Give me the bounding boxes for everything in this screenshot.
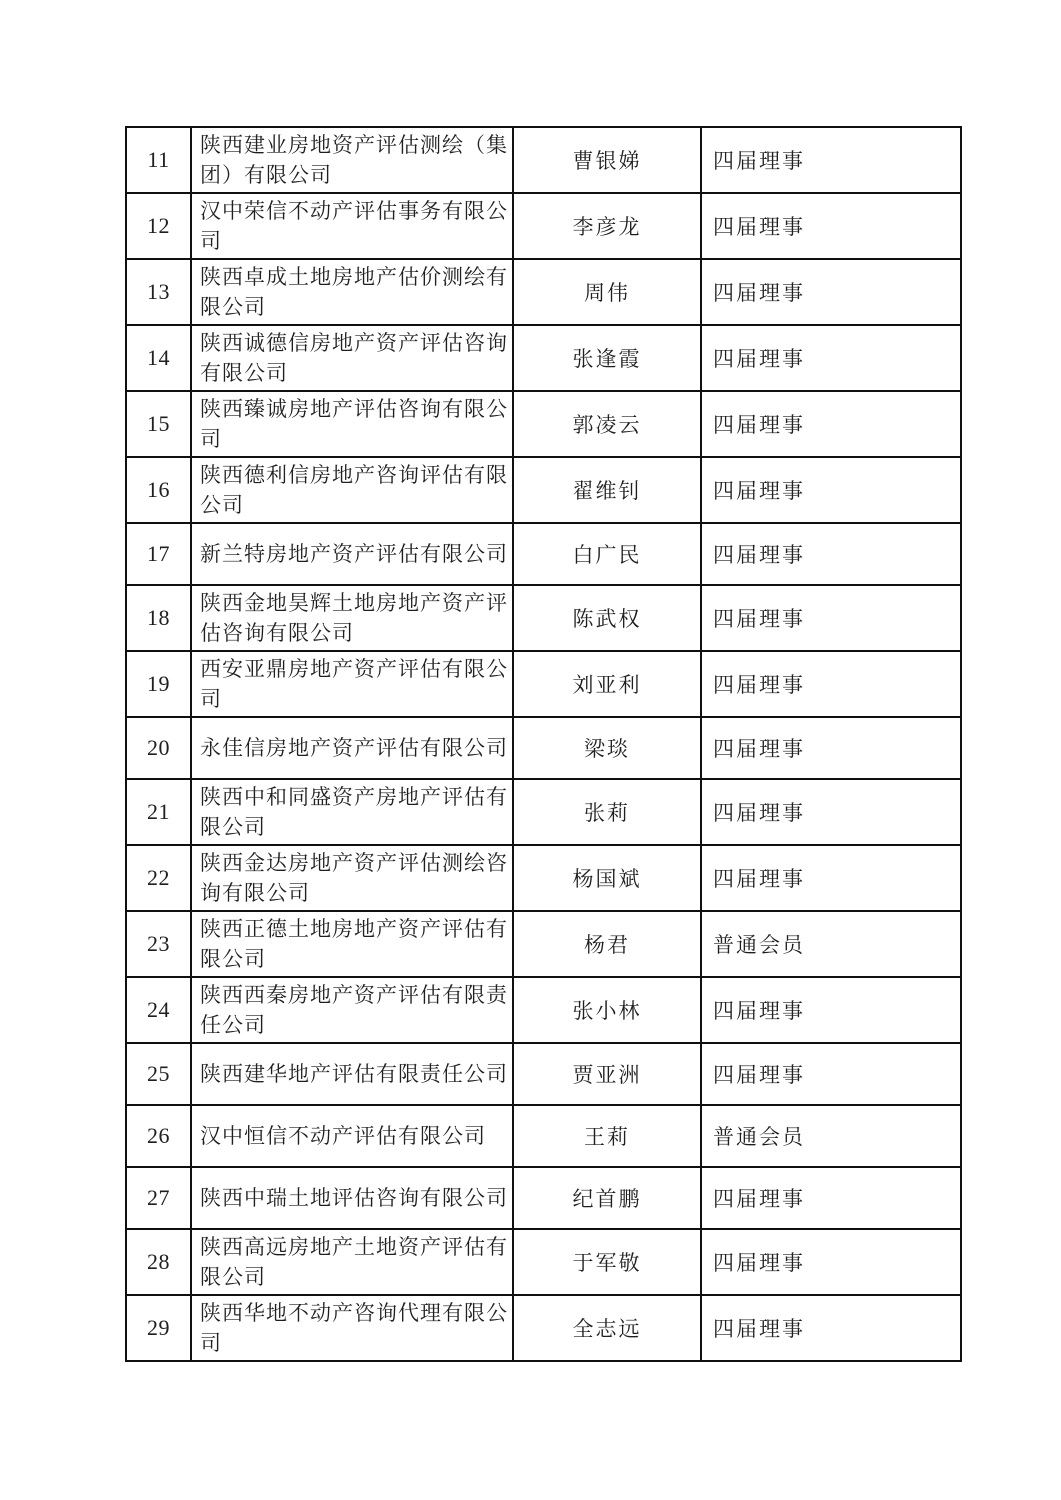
table-row [126, 457, 961, 523]
person-name-cell: 曹银娣 [513, 127, 701, 193]
row-index-cell: 11 [126, 127, 191, 193]
table-row [126, 585, 961, 651]
company-name-cell: 陕西中和同盛资产房地产评估有限公司 [191, 779, 513, 845]
company-name-cell: 陕西正德土地房地产资产评估有限公司 [191, 911, 513, 977]
company-name-cell: 新兰特房地产资产评估有限公司 [191, 523, 513, 585]
person-name-cell: 张小林 [513, 977, 701, 1043]
company-name-cell: 陕西臻诚房地产评估咨询有限公司 [191, 391, 513, 457]
membership-type-cell: 四届理事 [701, 457, 961, 523]
person-name-cell: 纪首鹏 [513, 1167, 701, 1229]
table-row [126, 911, 961, 977]
row-index-cell: 24 [126, 977, 191, 1043]
row-index-cell: 19 [126, 651, 191, 717]
company-name-cell: 陕西德利信房地产咨询评估有限公司 [191, 457, 513, 523]
membership-type-cell: 四届理事 [701, 1043, 961, 1105]
person-name-cell: 张逢霞 [513, 325, 701, 391]
row-index-cell: 18 [126, 585, 191, 651]
table-row [126, 127, 961, 193]
table-row [126, 779, 961, 845]
person-name-cell: 杨国斌 [513, 845, 701, 911]
membership-type-cell: 四届理事 [701, 325, 961, 391]
company-name-cell: 陕西建业房地资产评估测绘（集团）有限公司 [191, 127, 513, 193]
table-row [126, 523, 961, 585]
membership-type-cell: 四届理事 [701, 1167, 961, 1229]
row-index-cell: 12 [126, 193, 191, 259]
company-name-cell: 陕西建华地产评估有限责任公司 [191, 1043, 513, 1105]
company-name-cell: 陕西卓成土地房地产估价测绘有限公司 [191, 259, 513, 325]
company-name-cell: 陕西金地昊辉土地房地产资产评估咨询有限公司 [191, 585, 513, 651]
company-name-cell: 陕西高远房地产土地资产评估有限公司 [191, 1229, 513, 1295]
membership-type-cell: 四届理事 [701, 585, 961, 651]
company-name-cell: 汉中荣信不动产评估事务有限公司 [191, 193, 513, 259]
person-name-cell: 全志远 [513, 1295, 701, 1361]
person-name-cell: 贾亚洲 [513, 1043, 701, 1105]
person-name-cell: 刘亚利 [513, 651, 701, 717]
table-row [126, 1167, 961, 1229]
row-index-cell: 29 [126, 1295, 191, 1361]
membership-type-cell: 四届理事 [701, 193, 961, 259]
company-name-cell: 陕西中瑞土地评估咨询有限公司 [191, 1167, 513, 1229]
row-index-cell: 20 [126, 717, 191, 779]
person-name-cell: 白广民 [513, 523, 701, 585]
person-name-cell: 李彦龙 [513, 193, 701, 259]
membership-type-cell: 四届理事 [701, 779, 961, 845]
row-index-cell: 13 [126, 259, 191, 325]
table-row [126, 845, 961, 911]
row-index-cell: 14 [126, 325, 191, 391]
membership-type-cell: 四届理事 [701, 977, 961, 1043]
company-name-cell: 汉中恒信不动产评估有限公司 [191, 1105, 513, 1167]
row-index-cell: 21 [126, 779, 191, 845]
membership-type-cell: 四届理事 [701, 1295, 961, 1361]
person-name-cell: 杨君 [513, 911, 701, 977]
membership-type-cell: 四届理事 [701, 845, 961, 911]
table-row [126, 717, 961, 779]
company-name-cell: 陕西诚德信房地产资产评估咨询有限公司 [191, 325, 513, 391]
row-index-cell: 26 [126, 1105, 191, 1167]
row-index-cell: 23 [126, 911, 191, 977]
table-row [126, 325, 961, 391]
person-name-cell: 王莉 [513, 1105, 701, 1167]
row-index-cell: 27 [126, 1167, 191, 1229]
membership-type-cell: 四届理事 [701, 523, 961, 585]
person-name-cell: 于军敬 [513, 1229, 701, 1295]
company-name-cell: 陕西西秦房地产资产评估有限责任公司 [191, 977, 513, 1043]
company-name-cell: 陕西华地不动产咨询代理有限公司 [191, 1295, 513, 1361]
membership-type-cell: 四届理事 [701, 717, 961, 779]
company-name-cell: 西安亚鼎房地产资产评估有限公司 [191, 651, 513, 717]
membership-type-cell: 四届理事 [701, 391, 961, 457]
table-row [126, 1229, 961, 1295]
person-name-cell: 张莉 [513, 779, 701, 845]
row-index-cell: 22 [126, 845, 191, 911]
table-row [126, 391, 961, 457]
membership-type-cell: 四届理事 [701, 259, 961, 325]
person-name-cell: 陈武权 [513, 585, 701, 651]
table-row [126, 193, 961, 259]
row-index-cell: 17 [126, 523, 191, 585]
row-index-cell: 15 [126, 391, 191, 457]
table-row [126, 1105, 961, 1167]
member-table [125, 126, 962, 1362]
table-row [126, 977, 961, 1043]
row-index-cell: 25 [126, 1043, 191, 1105]
table-row [126, 1295, 961, 1361]
table-row [126, 259, 961, 325]
company-name-cell: 陕西金达房地产资产评估测绘咨询有限公司 [191, 845, 513, 911]
company-name-cell: 永佳信房地产资产评估有限公司 [191, 717, 513, 779]
person-name-cell: 翟维钊 [513, 457, 701, 523]
membership-type-cell: 四届理事 [701, 127, 961, 193]
person-name-cell: 周伟 [513, 259, 701, 325]
membership-type-cell: 普通会员 [701, 911, 961, 977]
row-index-cell: 16 [126, 457, 191, 523]
membership-type-cell: 四届理事 [701, 651, 961, 717]
person-name-cell: 梁琰 [513, 717, 701, 779]
table-row [126, 651, 961, 717]
person-name-cell: 郭凌云 [513, 391, 701, 457]
membership-type-cell: 四届理事 [701, 1229, 961, 1295]
row-index-cell: 28 [126, 1229, 191, 1295]
member-table-container [125, 126, 960, 1362]
membership-type-cell: 普通会员 [701, 1105, 961, 1167]
table-row [126, 1043, 961, 1105]
